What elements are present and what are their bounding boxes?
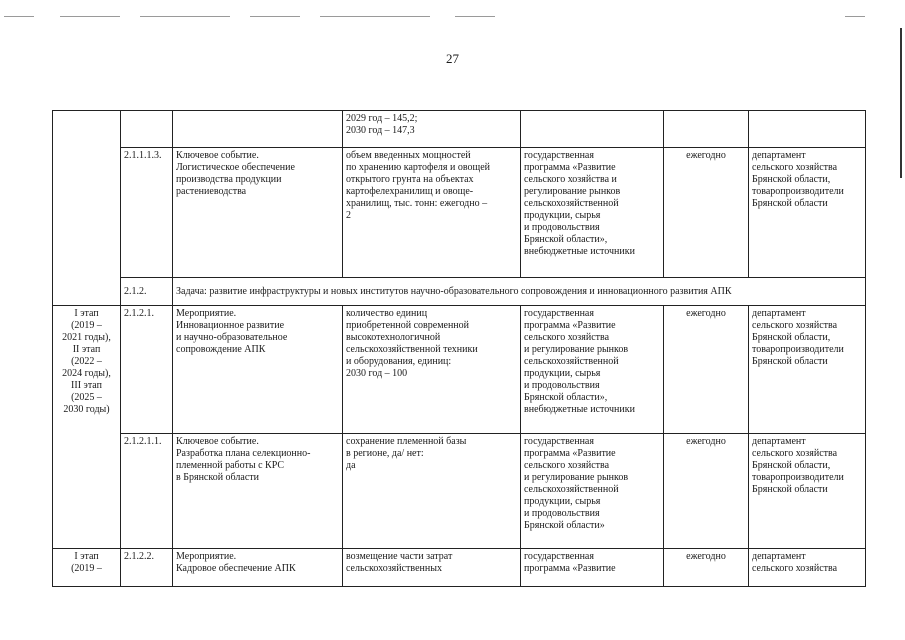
- executor-line: Брянской области: [752, 198, 828, 209]
- executor-line: Брянской области,: [752, 460, 831, 471]
- stage-cell: [53, 111, 121, 306]
- source-line: государственная: [524, 150, 594, 161]
- table-row: [53, 111, 866, 148]
- measures-table: [52, 110, 866, 587]
- code-cell: [121, 111, 173, 148]
- stage-line: (2022 –: [71, 356, 102, 367]
- indicator-line: приобретенной современной: [346, 320, 470, 331]
- indicator-line: по хранению картофеля и овощей: [346, 162, 491, 173]
- event-cell: [173, 549, 343, 587]
- indicator-cell: [343, 148, 521, 278]
- source-cell: [521, 111, 664, 148]
- source-cell: [521, 434, 664, 549]
- indicator-line: сельскохозяйственной техники: [346, 344, 478, 355]
- page-number: 27: [446, 51, 459, 66]
- event-cell: [173, 111, 343, 148]
- source-line: государственная: [524, 436, 594, 447]
- indicator-cell: [343, 111, 521, 148]
- stage-line: 2024 годы),: [62, 368, 111, 379]
- indicator-line: хранилищ, тыс. тонн: ежегодно –: [346, 198, 488, 209]
- executor-line: департамент: [752, 308, 806, 319]
- stage-line: III этап: [71, 380, 102, 391]
- source-cell: [521, 549, 664, 587]
- executor-cell: [749, 111, 866, 148]
- source-line: продукции, сырья: [524, 496, 601, 507]
- event-line: племенной работы с КРС: [176, 460, 285, 471]
- source-line: продукции, сырья: [524, 368, 601, 379]
- indicator-line: возмещение части затрат: [346, 551, 453, 562]
- event-line: растениеводства: [176, 186, 247, 197]
- source-line: и регулирование рынков: [524, 344, 629, 355]
- table-row: [53, 148, 866, 278]
- task-text: Задача: развитие инфраструктуры и новых институтов научно-образовательного сопровождения и инновационного развития АПК: [176, 285, 732, 297]
- executor-line: товаропроизводители: [752, 344, 844, 355]
- source-line: сельского хозяйства: [524, 460, 610, 471]
- event-line: Ключевое событие.: [176, 150, 259, 161]
- executor-cell: [749, 148, 866, 278]
- executor-cell: [749, 434, 866, 549]
- indicator-line: открытого грунта на объектах: [346, 174, 474, 185]
- stage-cell: [53, 549, 121, 587]
- executor-cell: [749, 549, 866, 587]
- source-line: внебюджетные источники: [524, 404, 635, 415]
- executor-line: товаропроизводители: [752, 186, 844, 197]
- indicator-line: картофелехранилищ и овоще-: [346, 186, 474, 197]
- source-line: и регулирование рынков: [524, 472, 629, 483]
- period-cell: ежегодно: [664, 306, 749, 434]
- source-line: Брянской области»,: [524, 392, 608, 403]
- event-line: Инновационное развитие: [176, 320, 285, 331]
- event-line: Кадровое обеспечение АПК: [176, 563, 296, 574]
- stage-line: I этап: [74, 308, 99, 319]
- executor-line: Брянской области,: [752, 332, 831, 343]
- indicator-line: количество единиц: [346, 308, 428, 319]
- executor-line: департамент: [752, 436, 806, 447]
- event-cell: [173, 306, 343, 434]
- executor-line: товаропроизводители: [752, 472, 844, 483]
- source-line: сельскохозяйственной: [524, 484, 619, 495]
- indicator-line: сохранение племенной базы: [346, 436, 467, 447]
- stage-cell: [53, 306, 121, 549]
- source-line: программа «Развитие: [524, 162, 616, 173]
- task-row: [53, 278, 866, 306]
- indicator-line: 2030 год – 100: [346, 368, 408, 379]
- source-line: программа «Развитие: [524, 448, 616, 459]
- event-line: сопровождение АПК: [176, 344, 266, 355]
- indicator-cell: [343, 306, 521, 434]
- code-cell: 2.1.2.2.: [121, 549, 173, 587]
- indicator-line: в регионе, да/ нет:: [346, 448, 424, 459]
- table-row: [53, 306, 866, 434]
- source-line: Брянской области»,: [524, 234, 608, 245]
- stage-line: I этап: [74, 551, 99, 562]
- executor-line: Брянской области: [752, 484, 828, 495]
- source-line: сельскохозяйственной: [524, 356, 619, 367]
- table-row: [53, 549, 866, 587]
- source-line: сельского хозяйства и: [524, 174, 617, 185]
- event-line: Мероприятие.: [176, 308, 237, 319]
- stage-line: II этап: [72, 344, 101, 355]
- source-line: программа «Развитие: [524, 320, 616, 331]
- indicator-line: объем введенных мощностей: [346, 150, 471, 161]
- source-line: сельского хозяйства: [524, 332, 610, 343]
- source-line: продукции, сырья: [524, 210, 601, 221]
- stage-line: (2025 –: [71, 392, 102, 403]
- source-line: государственная: [524, 551, 594, 562]
- source-line: программа «Развитие: [524, 563, 616, 574]
- table-row: [53, 434, 866, 549]
- event-line: Ключевое событие.: [176, 436, 259, 447]
- event-line: Разработка плана селекционно-: [176, 448, 311, 459]
- stage-line: 2030 годы): [63, 404, 110, 415]
- source-line: внебюджетные источники: [524, 246, 635, 257]
- indicator-line: высокотехнологичной: [346, 332, 441, 343]
- indicator-line: 2030 год – 147,3: [346, 125, 415, 136]
- code-cell: 2.1.1.1.3.: [121, 148, 173, 278]
- executor-line: департамент: [752, 551, 806, 562]
- source-line: и продовольствия: [524, 380, 600, 391]
- source-cell: [521, 148, 664, 278]
- code-cell: 2.1.2.1.: [121, 306, 173, 434]
- stage-line: (2019 –: [71, 320, 102, 331]
- source-line: государственная: [524, 308, 594, 319]
- source-line: сельскохозяйственной: [524, 198, 619, 209]
- executor-line: сельского хозяйства: [752, 563, 838, 574]
- period-cell: ежегодно: [664, 434, 749, 549]
- executor-line: Брянской области: [752, 356, 828, 367]
- period-cell: ежегодно: [664, 549, 749, 587]
- source-line: и продовольствия: [524, 222, 600, 233]
- source-line: Брянской области»: [524, 520, 605, 531]
- indicator-line: 2: [346, 210, 351, 221]
- indicator-cell: [343, 549, 521, 587]
- stage-line: (2019 –: [71, 563, 102, 574]
- event-line: в Брянской области: [176, 472, 259, 483]
- event-cell: [173, 434, 343, 549]
- executor-line: Брянской области,: [752, 174, 831, 185]
- indicator-line: сельскохозяйственных: [346, 563, 442, 574]
- executor-cell: [749, 306, 866, 434]
- period-cell: ежегодно: [664, 148, 749, 278]
- scan-artifact-top: [0, 16, 905, 18]
- source-cell: [521, 306, 664, 434]
- executor-line: сельского хозяйства: [752, 162, 838, 173]
- code-cell: 2.1.2.1.1.: [121, 434, 173, 549]
- indicator-line: 2029 год – 145,2;: [346, 113, 418, 124]
- period-cell: [664, 111, 749, 148]
- source-line: и продовольствия: [524, 508, 600, 519]
- event-line: и научно-образовательное: [176, 332, 288, 343]
- indicator-cell: [343, 434, 521, 549]
- indicator-line: да: [346, 460, 356, 471]
- event-line: Логистическое обеспечение: [176, 162, 295, 173]
- event-line: Мероприятие.: [176, 551, 237, 562]
- executor-line: сельского хозяйства: [752, 448, 838, 459]
- event-cell: [173, 148, 343, 278]
- source-line: регулирование рынков: [524, 186, 621, 197]
- event-line: производства продукции: [176, 174, 282, 185]
- executor-line: департамент: [752, 150, 806, 161]
- task-text-cell: [173, 278, 866, 306]
- indicator-line: и оборудования, единиц:: [346, 356, 452, 367]
- stage-line: 2021 годы),: [62, 332, 111, 343]
- task-code-cell: 2.1.2.: [121, 278, 173, 306]
- executor-line: сельского хозяйства: [752, 320, 838, 331]
